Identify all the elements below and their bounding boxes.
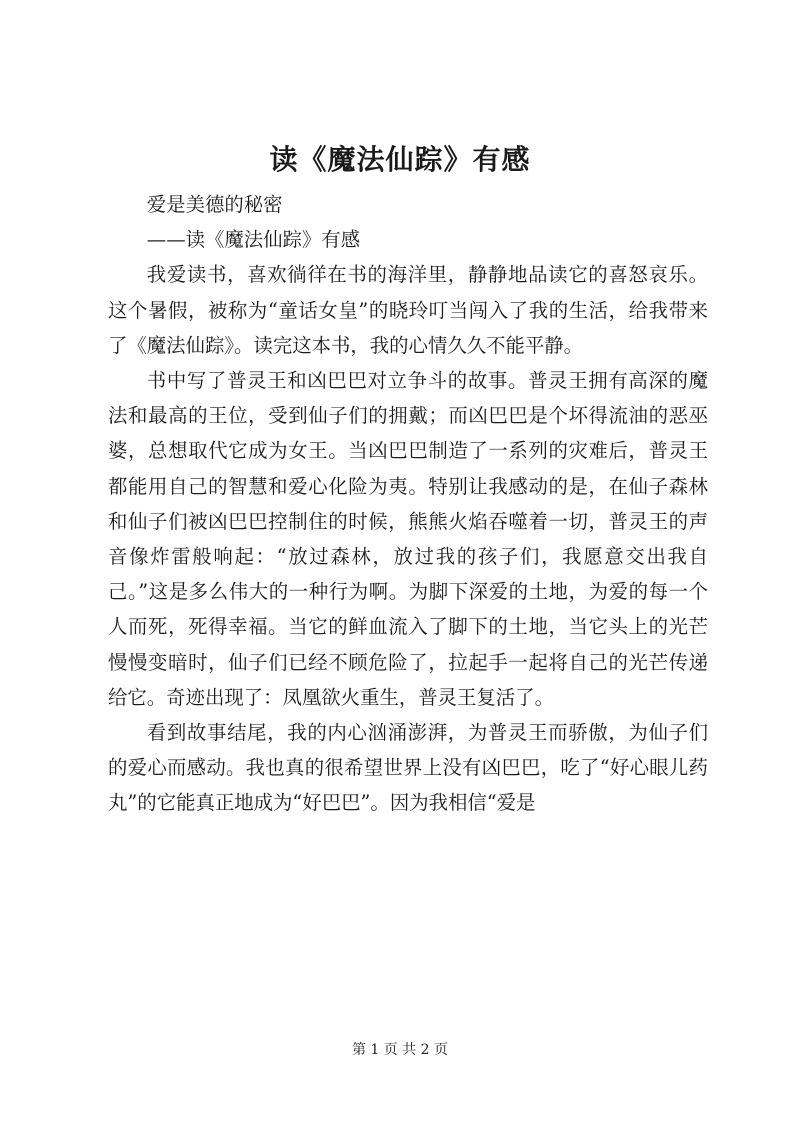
document-title: 读《魔法仙踪》有感 <box>269 143 531 176</box>
document-body <box>108 187 708 821</box>
paragraph: 书中写了普灵王和凶巴巴对立争斗的故事。普灵王拥有高深的魔法和最高的王位，受到仙子们的拥戴；而凶巴巴是个坏得流油的恶巫婆，总想取代它成为女王。当凶巴巴制造了一系列的灾难后，普灵王都能用自己的智慧和爱心化险为夷。特别让我感动的是，在仙子森林和仙子们被凶巴巴控制住的时候，熊熊火焰吞噬着一切，普灵王的声音像炸雷般响起：“放过森林，放过我的孩子们，我愿意交出我自己。”这是多么伟大的一种行为啊。为脚下深爱的土地，为爱的每一个人而死，死得幸福。当它的鲜血流入了脚下的土地，当它头上的光芒慢慢变暗时，仙子们已经不顾危险了，拉起手一起将自己的光芒传递给它。奇迹出现了：凤凰欲火重生，普灵王复活了。 <box>108 369 708 709</box>
subtitle-byline: ——读《魔法仙踪》有感 <box>146 228 361 252</box>
page-footer: 第 1 页 共 2 页 <box>351 1042 449 1058</box>
subtitle-line: 爱是美德的秘密 <box>146 193 283 216</box>
paragraph: 我爱读书，喜欢徜徉在书的海洋里，静静地品读它的喜怒哀乐。这个暑假，被称为“童话女皇”的晓玲叮当闯入了我的生活，给我带来了《魔法仙踪》。读完这本书，我的心情久久不能平静。 <box>108 263 708 357</box>
paragraph: 看到故事结尾，我的内心汹涌澎湃，为普灵王而骄傲，为仙子们的爱心而感动。我也真的很希望世界上没有凶巴巴，吃了“好心眼儿药丸”的它能真正地成为“好巴巴”。因为我相信“爱是 <box>108 721 708 815</box>
